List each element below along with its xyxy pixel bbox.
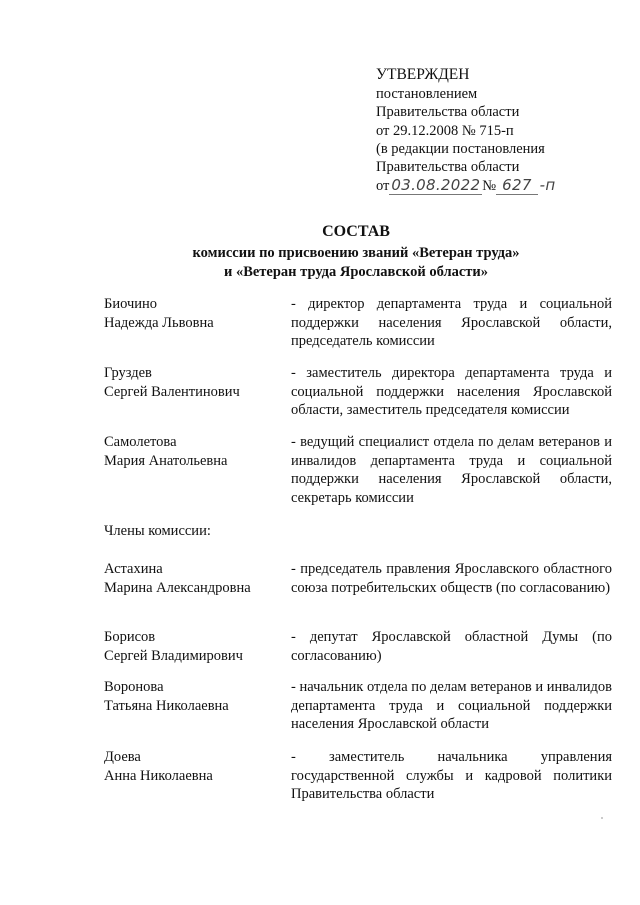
person-name	[104, 628, 280, 665]
approval-line: Правительства области	[376, 159, 520, 176]
person-given-name: Мария Анатольевна	[104, 452, 228, 469]
approval-heading: УТВЕРЖДЕН	[376, 66, 470, 83]
person-given-name: Сергей Валентинович	[104, 383, 240, 400]
approval-line: от 29.12.2008 № 715-п	[376, 122, 514, 139]
person-surname: Самолетова	[104, 434, 177, 450]
handwritten-date: 03.08.2022	[391, 176, 481, 195]
person-given-name: Надежда Львовна	[104, 314, 214, 331]
approval-stamp	[376, 66, 616, 195]
person-surname: Борисов	[104, 629, 156, 645]
approval-amendment-line	[376, 176, 616, 195]
person-given-name: Анна Николаевна	[104, 767, 213, 784]
person-role: - заместитель начальника управления государственной службы и кадровой политики Правительства области	[291, 749, 612, 803]
person-given-name: Сергей Владимирович	[104, 647, 243, 664]
person-role: - директор департамента труда и социальной поддержки населения Ярославской области, председатель комиссии	[291, 296, 612, 350]
title-heading: СОСТАВ	[322, 223, 390, 240]
person-name	[104, 364, 280, 401]
title-subheading: и «Ветеран труда Ярославской области»	[223, 264, 489, 280]
approval-line: постановлением	[376, 86, 478, 103]
person-surname: Воронова	[104, 679, 164, 695]
approval-prefix: от	[376, 178, 390, 195]
person-role: - начальник отдела по делам ветеранов и инвалидов департамента труда и социальной поддержки населения Ярославской области	[291, 679, 612, 733]
person-name	[104, 295, 280, 332]
person-role: - председатель правления Ярославского областного союза потребительских обществ (по согласованию)	[291, 561, 612, 596]
person-given-name: Марина Александровна	[104, 579, 251, 596]
handwritten-number: 627	[496, 176, 538, 195]
title-subheading: комиссии по присвоению званий «Ветеран труда»	[192, 245, 520, 261]
person-name	[104, 678, 280, 715]
members-section-label: Члены комиссии:	[104, 523, 211, 539]
person-role: - депутат Ярославской областной Думы (по согласованию)	[291, 629, 612, 664]
approval-line: (в редакции постановления	[376, 140, 545, 157]
handwritten-suffix: -п	[539, 176, 556, 195]
person-surname: Груздев	[104, 365, 152, 381]
person-role: - заместитель директора департамента труда и социальной поддержки населения Ярославской области, заместитель председателя комиссии	[291, 365, 612, 419]
person-name	[104, 748, 280, 785]
person-role: - ведущий специалист отдела по делам ветеранов и инвалидов департамента труда и социальной поддержки населения Ярославской области, секретарь комиссии	[291, 434, 612, 506]
number-sign: №	[482, 178, 497, 195]
approval-line: Правительства области	[376, 104, 520, 121]
document-title	[100, 222, 612, 282]
person-name	[104, 433, 280, 470]
person-name	[104, 560, 280, 597]
person-surname: Доева	[104, 749, 141, 765]
scan-speck	[601, 817, 603, 819]
person-surname: Астахина	[104, 561, 163, 577]
person-given-name: Татьяна Николаевна	[104, 697, 229, 714]
person-surname: Биочино	[104, 296, 158, 312]
